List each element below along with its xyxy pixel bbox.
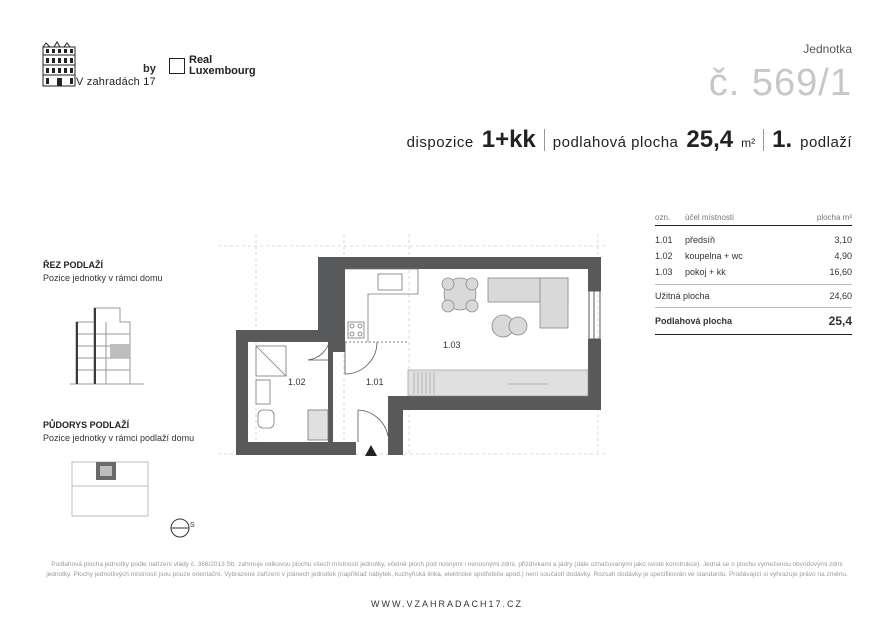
floor-value: 1. [772,126,793,153]
table-row [655,264,852,280]
partner-name [189,55,256,77]
building-section-diagram [66,300,146,390]
usable-area-label: Užitná plocha [655,291,710,302]
room-name: předsíň [685,235,716,246]
partner-name-line1: Real [189,54,213,66]
project-logo-building-icon [42,41,76,87]
usable-area-row [655,285,852,307]
section-title: ŘEZ PODLAŽÍ [43,260,103,270]
header-code: ozn. [655,212,671,222]
room-name: koupelna + wc [685,251,743,262]
by-label: by [143,63,156,75]
room-label-101: 1.01 [366,377,384,387]
floor-area-value: 25,4 [828,314,852,329]
compass-label: S [190,522,195,529]
room-area: 3,10 [834,235,852,246]
disposition-value: 1+kk [481,126,536,153]
usable-area-value: 24,60 [829,291,852,302]
summary-divider [544,129,545,151]
room-code: 1.03 [655,267,673,278]
table-header [655,209,852,225]
unit-label: Jednotka [803,42,852,56]
floor-plan-title: PŮDORYS PODLAŽÍ [43,420,130,430]
room-label-102: 1.02 [288,377,306,387]
header-name: účel místnosti [685,212,734,222]
area-label: podlahová plocha [552,134,679,151]
floor-plan-subtitle: Pozice jednotky v rámci podlaží domu [43,433,195,443]
floor-label: podlaží [800,134,852,151]
room-code: 1.01 [655,235,673,246]
section-subtitle: Pozice jednotky v rámci domu [43,273,163,283]
disposition-label: dispozice [406,134,474,151]
room-area: 16,60 [829,267,852,278]
partner-logo-icon [169,58,185,74]
floor-area-label: Podlahová plocha [655,316,733,327]
legal-disclaimer: Podlahová plocha jednotky podle nařízení vlády č. 366/2013 Sb. zahrnuje celkovou plochu všech místností jednotky, včetně ploch pod nosnými i nenosnými zdmi, přizdívkami a jádry (dále označovanými jako svislé konstrukce). Jedná se o plochu vymezenou obvodovými zdmi jednotky. Plochy jednotlivých místností jsou pouze orientační. Vybrazené zařízení v plánech jednotek (například nábytek, kuchyňská linka, elektrické spotřebiče apod.) není součástí dodávky. Rozsah dodávky je specifikován ve standardu. Prodávající si vyhrazuje právo na změnu. [46,561,848,578]
room-label-103: 1.03 [443,340,461,350]
room-name: pokoj + kk [685,267,726,278]
room-table [655,209,852,335]
floor-position-diagram [66,458,156,520]
entrance-arrow-icon [365,445,377,456]
unit-number: č. 569/1 [708,62,852,104]
room-area: 4,90 [834,251,852,262]
room-code: 1.02 [655,251,673,262]
unit-summary [407,126,852,154]
floor-area-row [655,308,852,334]
website-link[interactable]: WWW.VZAHRADACH17.CZ [370,599,523,609]
summary-divider [763,129,764,151]
partner-name-line2: Luxembourg [189,65,256,77]
header-area: plocha m² [816,212,852,222]
area-unit: m² [741,136,756,150]
apartment-floor-plan [218,234,608,456]
table-row [655,248,852,264]
table-divider [655,334,852,335]
table-row [655,232,852,248]
area-value: 25,4 [686,126,734,153]
project-name: V zahradách 17 [76,76,156,88]
